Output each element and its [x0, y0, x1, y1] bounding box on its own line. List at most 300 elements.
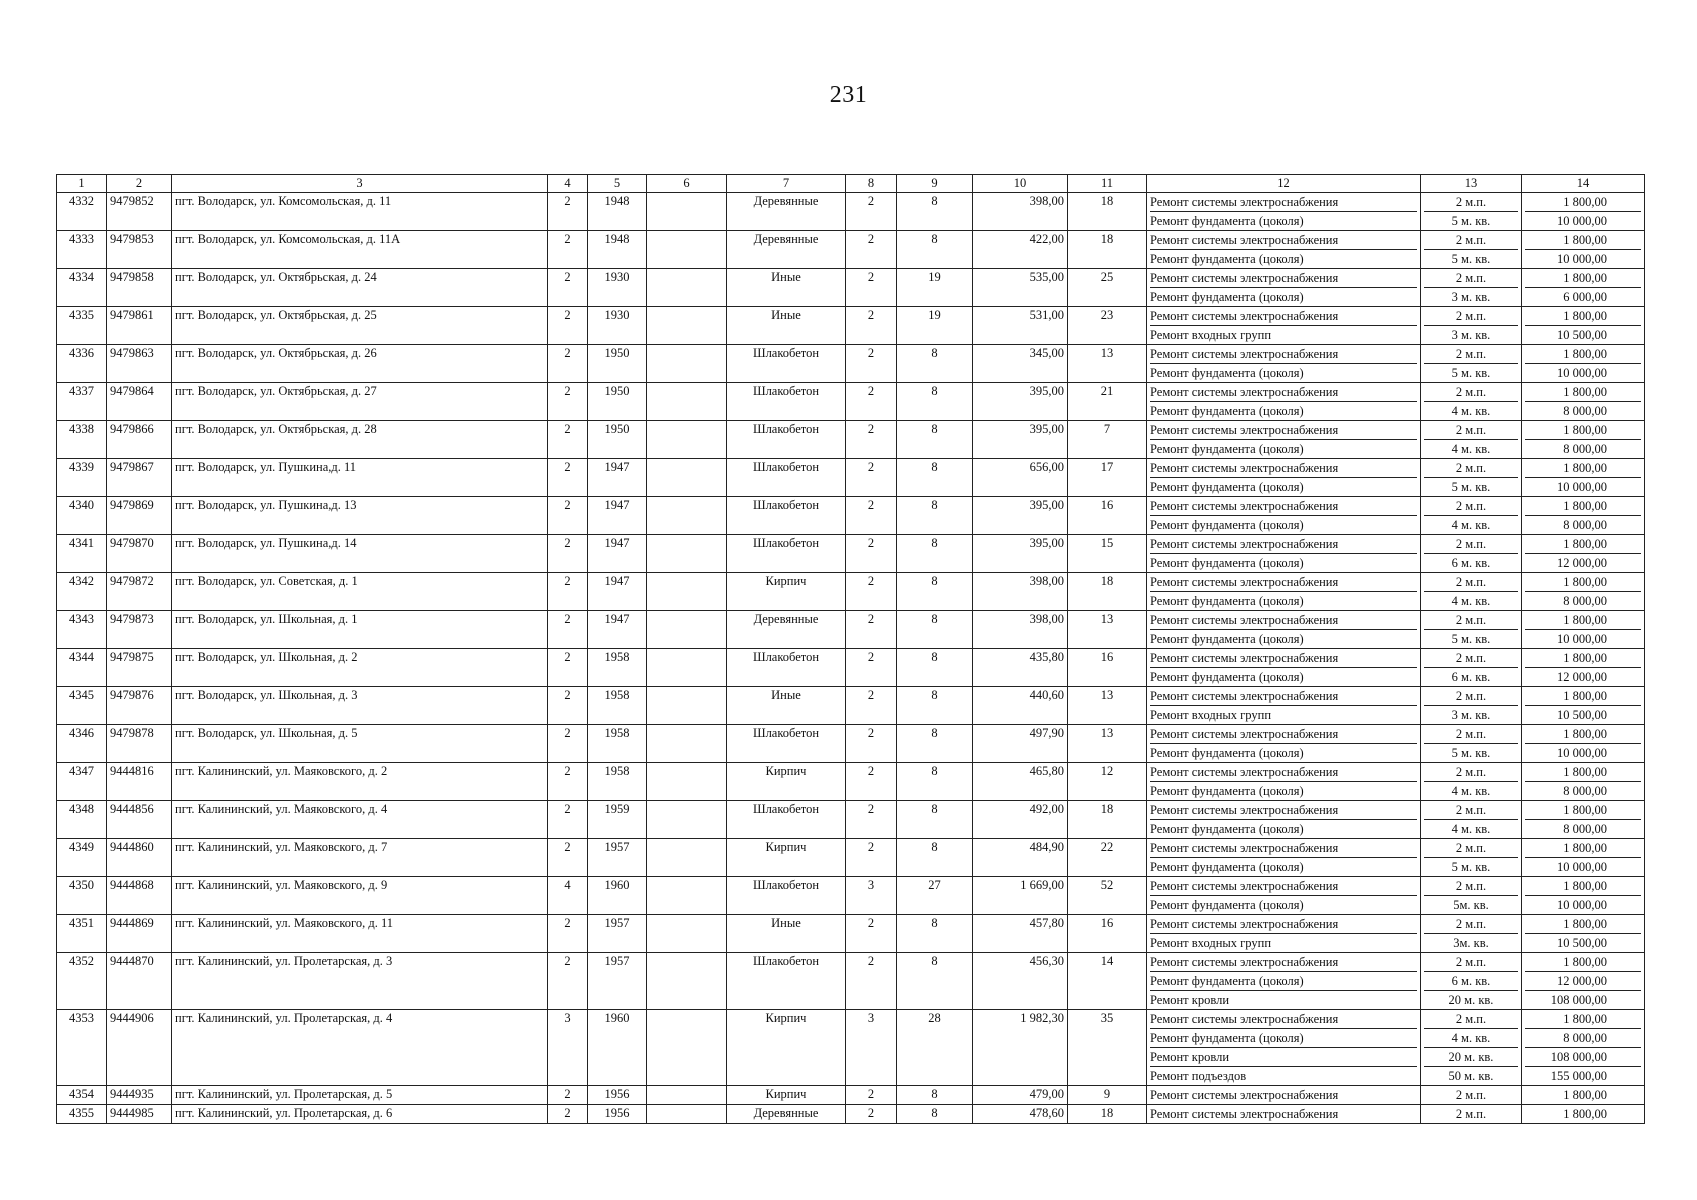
col9-cell: 19	[897, 269, 973, 307]
col9-cell: 8	[897, 763, 973, 801]
area-cell: 1 669,00	[973, 877, 1068, 915]
work-quantity: 2 м.п.	[1455, 423, 1487, 437]
work-type: Ремонт системы электроснабжения	[1150, 499, 1339, 513]
area-cell: 456,30	[973, 953, 1068, 1010]
floors-cell: 2	[548, 421, 588, 459]
building-id: 9479852	[107, 193, 172, 231]
wall-material-cell: Кирпич	[727, 1086, 846, 1105]
col6-cell	[647, 573, 727, 611]
col6-cell	[647, 193, 727, 231]
wall-material-cell: Деревянные	[727, 1105, 846, 1124]
col8-cell: 2	[846, 1105, 897, 1124]
wall-material-cell: Шлакобетон	[727, 421, 846, 459]
work-cost: 1 800,00	[1563, 651, 1607, 665]
work-cost: 10 500,00	[1525, 325, 1641, 344]
work-type: Ремонт системы электроснабжения	[1150, 955, 1339, 969]
work-type-cell	[1147, 497, 1421, 535]
work-cost: 1 800,00	[1563, 1107, 1607, 1121]
work-type-cell	[1147, 573, 1421, 611]
work-quantity: 2 м.п.	[1455, 575, 1487, 589]
col9-cell: 8	[897, 193, 973, 231]
building-id: 9479858	[107, 269, 172, 307]
col8-cell: 2	[846, 953, 897, 1010]
work-quantity: 2 м.п.	[1455, 537, 1487, 551]
column-header: 8	[846, 175, 897, 193]
work-type: Ремонт фундамента (цоколя)	[1150, 857, 1417, 876]
table-row	[57, 687, 1645, 725]
work-quantity: 3м. кв.	[1424, 933, 1518, 952]
col11-cell: 16	[1068, 497, 1147, 535]
address-cell: пгт. Калининский, ул. Пролетарская, д. 3	[172, 953, 548, 1010]
address-cell: пгт. Володарск, ул. Октябрьская, д. 27	[172, 383, 548, 421]
table-row	[57, 535, 1645, 573]
col11-cell: 13	[1068, 725, 1147, 763]
col11-cell: 13	[1068, 611, 1147, 649]
work-cost: 8 000,00	[1525, 781, 1641, 800]
col8-cell: 2	[846, 573, 897, 611]
work-type: Ремонт фундамента (цоколя)	[1150, 781, 1417, 800]
work-quantity-cell	[1421, 193, 1522, 231]
row-number: 4344	[57, 649, 107, 687]
address-cell: пгт. Володарск, ул. Октябрьская, д. 24	[172, 269, 548, 307]
floors-cell: 2	[548, 193, 588, 231]
work-quantity: 2 м.п.	[1455, 195, 1487, 209]
work-cost: 12 000,00	[1525, 667, 1641, 686]
work-type: Ремонт системы электроснабжения	[1150, 879, 1339, 893]
col6-cell	[647, 1010, 727, 1086]
col8-cell: 2	[846, 307, 897, 345]
building-id: 9479864	[107, 383, 172, 421]
wall-material-cell: Деревянные	[727, 231, 846, 269]
work-quantity-cell	[1421, 1010, 1522, 1086]
wall-material-cell: Деревянные	[727, 193, 846, 231]
work-type: Ремонт системы электроснабжения	[1150, 423, 1339, 437]
col11-cell: 18	[1068, 193, 1147, 231]
work-quantity: 4 м. кв.	[1424, 781, 1518, 800]
work-quantity-cell	[1421, 573, 1522, 611]
work-quantity: 4 м. кв.	[1424, 439, 1518, 458]
table-row	[57, 345, 1645, 383]
address-cell: пгт. Калининский, ул. Пролетарская, д. 5	[172, 1086, 548, 1105]
year-cell: 1958	[588, 649, 647, 687]
floors-cell: 3	[548, 1010, 588, 1086]
work-quantity-cell	[1421, 649, 1522, 687]
year-cell: 1957	[588, 915, 647, 953]
col9-cell: 28	[897, 1010, 973, 1086]
work-cost: 155 000,00	[1525, 1066, 1641, 1085]
row-number: 4340	[57, 497, 107, 535]
table-body	[57, 193, 1645, 1124]
area-cell: 345,00	[973, 345, 1068, 383]
col6-cell	[647, 421, 727, 459]
work-type: Ремонт системы электроснабжения	[1150, 765, 1339, 779]
work-quantity-cell	[1421, 953, 1522, 1010]
wall-material-cell: Деревянные	[727, 611, 846, 649]
wall-material-cell: Шлакобетон	[727, 801, 846, 839]
building-id: 9479853	[107, 231, 172, 269]
col6-cell	[647, 953, 727, 1010]
col11-cell: 52	[1068, 877, 1147, 915]
col9-cell: 8	[897, 421, 973, 459]
work-quantity: 2 м.п.	[1455, 385, 1487, 399]
col11-cell: 13	[1068, 687, 1147, 725]
floors-cell: 2	[548, 573, 588, 611]
work-cost: 8 000,00	[1525, 515, 1641, 534]
work-cost: 1 800,00	[1563, 423, 1607, 437]
building-id: 9444906	[107, 1010, 172, 1086]
work-quantity-cell	[1421, 269, 1522, 307]
column-header: 5	[588, 175, 647, 193]
work-type: Ремонт фундамента (цоколя)	[1150, 895, 1417, 914]
table-row	[57, 953, 1645, 1010]
col9-cell: 8	[897, 383, 973, 421]
work-quantity: 3 м. кв.	[1424, 325, 1518, 344]
work-cost: 1 800,00	[1563, 575, 1607, 589]
row-number: 4332	[57, 193, 107, 231]
col11-cell: 17	[1068, 459, 1147, 497]
row-number: 4349	[57, 839, 107, 877]
work-type-cell	[1147, 611, 1421, 649]
work-quantity: 4 м. кв.	[1424, 401, 1518, 420]
work-cost: 10 000,00	[1525, 629, 1641, 648]
work-quantity-cell	[1421, 725, 1522, 763]
col8-cell: 2	[846, 269, 897, 307]
wall-material-cell: Кирпич	[727, 763, 846, 801]
col11-cell: 23	[1068, 307, 1147, 345]
work-quantity-cell	[1421, 839, 1522, 877]
building-id: 9444985	[107, 1105, 172, 1124]
col11-cell: 18	[1068, 231, 1147, 269]
work-type: Ремонт фундамента (цоколя)	[1150, 743, 1417, 762]
year-cell: 1956	[588, 1105, 647, 1124]
col9-cell: 8	[897, 687, 973, 725]
address-cell: пгт. Калининский, ул. Пролетарская, д. 6	[172, 1105, 548, 1124]
work-cost-cell	[1522, 193, 1645, 231]
work-quantity: 6 м. кв.	[1424, 971, 1518, 990]
address-cell: пгт. Володарск, ул. Комсомольская, д. 11А	[172, 231, 548, 269]
wall-material-cell: Шлакобетон	[727, 535, 846, 573]
col6-cell	[647, 687, 727, 725]
work-cost: 1 800,00	[1563, 765, 1607, 779]
work-cost: 1 800,00	[1563, 879, 1607, 893]
work-cost: 1 800,00	[1563, 727, 1607, 741]
row-number: 4337	[57, 383, 107, 421]
work-cost-cell	[1522, 611, 1645, 649]
col11-cell: 15	[1068, 535, 1147, 573]
wall-material-cell: Шлакобетон	[727, 953, 846, 1010]
col6-cell	[647, 649, 727, 687]
row-number: 4347	[57, 763, 107, 801]
work-quantity-cell	[1421, 307, 1522, 345]
page-number: 231	[829, 82, 868, 108]
work-type: Ремонт системы электроснабжения	[1150, 727, 1339, 741]
work-quantity: 2 м.п.	[1455, 841, 1487, 855]
col8-cell: 2	[846, 383, 897, 421]
address-cell: пгт. Володарск, ул. Пушкина,д. 14	[172, 535, 548, 573]
area-cell: 398,00	[973, 611, 1068, 649]
column-header: 9	[897, 175, 973, 193]
work-quantity-cell	[1421, 421, 1522, 459]
work-type: Ремонт системы электроснабжения	[1150, 689, 1339, 703]
area-cell: 535,00	[973, 269, 1068, 307]
col8-cell: 2	[846, 839, 897, 877]
header-row	[57, 175, 1645, 193]
work-cost: 8 000,00	[1525, 591, 1641, 610]
work-type-cell	[1147, 307, 1421, 345]
floors-cell: 2	[548, 725, 588, 763]
area-cell: 398,00	[973, 193, 1068, 231]
work-type: Ремонт системы электроснабжения	[1150, 233, 1339, 247]
work-quantity-cell	[1421, 763, 1522, 801]
work-type: Ремонт системы электроснабжения	[1150, 1107, 1339, 1121]
col6-cell	[647, 497, 727, 535]
year-cell: 1957	[588, 839, 647, 877]
building-id: 9479873	[107, 611, 172, 649]
col9-cell: 19	[897, 307, 973, 345]
work-cost: 108 000,00	[1525, 990, 1641, 1009]
floors-cell: 2	[548, 497, 588, 535]
work-quantity: 6 м. кв.	[1424, 553, 1518, 572]
col8-cell: 2	[846, 193, 897, 231]
year-cell: 1947	[588, 535, 647, 573]
table-row	[57, 725, 1645, 763]
work-quantity-cell	[1421, 231, 1522, 269]
work-cost: 10 000,00	[1525, 743, 1641, 762]
address-cell: пгт. Володарск, ул. Школьная, д. 3	[172, 687, 548, 725]
work-cost-cell	[1522, 877, 1645, 915]
area-cell: 395,00	[973, 497, 1068, 535]
row-number: 4350	[57, 877, 107, 915]
col9-cell: 8	[897, 1105, 973, 1124]
wall-material-cell: Шлакобетон	[727, 877, 846, 915]
col8-cell: 3	[846, 877, 897, 915]
column-header: 4	[548, 175, 588, 193]
work-quantity: 2 м.п.	[1455, 1012, 1487, 1026]
year-cell: 1948	[588, 193, 647, 231]
work-type: Ремонт системы электроснабжения	[1150, 613, 1339, 627]
building-id: 9444816	[107, 763, 172, 801]
work-quantity-cell	[1421, 383, 1522, 421]
col11-cell: 16	[1068, 649, 1147, 687]
floors-cell: 2	[548, 687, 588, 725]
work-cost-cell	[1522, 421, 1645, 459]
work-quantity: 5 м. кв.	[1424, 857, 1518, 876]
floors-cell: 4	[548, 877, 588, 915]
work-quantity: 50 м. кв.	[1424, 1066, 1518, 1085]
work-quantity: 2 м.п.	[1455, 613, 1487, 627]
col8-cell: 2	[846, 497, 897, 535]
work-quantity: 5 м. кв.	[1424, 363, 1518, 382]
address-cell: пгт. Калининский, ул. Пролетарская, д. 4	[172, 1010, 548, 1086]
work-cost: 1 800,00	[1563, 195, 1607, 209]
year-cell: 1957	[588, 953, 647, 1010]
work-cost: 1 800,00	[1563, 955, 1607, 969]
area-cell: 465,80	[973, 763, 1068, 801]
wall-material-cell: Кирпич	[727, 1010, 846, 1086]
col6-cell	[647, 763, 727, 801]
year-cell: 1947	[588, 611, 647, 649]
work-cost: 1 800,00	[1563, 689, 1607, 703]
work-type: Ремонт системы электроснабжения	[1150, 347, 1339, 361]
work-quantity: 2 м.п.	[1455, 765, 1487, 779]
work-type-cell	[1147, 1010, 1421, 1086]
year-cell: 1930	[588, 307, 647, 345]
col6-cell	[647, 383, 727, 421]
work-quantity: 5 м. кв.	[1424, 211, 1518, 230]
column-header: 10	[973, 175, 1068, 193]
building-id: 9479876	[107, 687, 172, 725]
row-number: 4352	[57, 953, 107, 1010]
wall-material-cell: Иные	[727, 307, 846, 345]
work-type: Ремонт фундамента (цоколя)	[1150, 553, 1417, 572]
wall-material-cell: Иные	[727, 687, 846, 725]
work-cost: 8 000,00	[1525, 819, 1641, 838]
year-cell: 1958	[588, 725, 647, 763]
work-type-cell	[1147, 687, 1421, 725]
row-number: 4343	[57, 611, 107, 649]
table-row	[57, 497, 1645, 535]
year-cell: 1958	[588, 687, 647, 725]
building-id: 9479869	[107, 497, 172, 535]
table-row	[57, 573, 1645, 611]
work-type: Ремонт фундамента (цоколя)	[1150, 591, 1417, 610]
work-quantity-cell	[1421, 1086, 1522, 1105]
col6-cell	[647, 1086, 727, 1105]
work-type-cell	[1147, 725, 1421, 763]
col9-cell: 8	[897, 1086, 973, 1105]
col11-cell: 18	[1068, 801, 1147, 839]
row-number: 4345	[57, 687, 107, 725]
col11-cell: 18	[1068, 573, 1147, 611]
address-cell: пгт. Володарск, ул. Школьная, д. 1	[172, 611, 548, 649]
col11-cell: 7	[1068, 421, 1147, 459]
work-type: Ремонт входных групп	[1150, 933, 1417, 952]
work-cost: 8 000,00	[1525, 439, 1641, 458]
work-type-cell	[1147, 649, 1421, 687]
col8-cell: 2	[846, 231, 897, 269]
work-cost: 10 000,00	[1525, 895, 1641, 914]
work-cost-cell	[1522, 915, 1645, 953]
col9-cell: 8	[897, 231, 973, 269]
area-cell: 440,60	[973, 687, 1068, 725]
row-number: 4355	[57, 1105, 107, 1124]
floors-cell: 2	[548, 231, 588, 269]
work-cost-cell	[1522, 953, 1645, 1010]
work-quantity: 2 м.п.	[1455, 1088, 1487, 1102]
work-quantity: 3 м. кв.	[1424, 287, 1518, 306]
work-type-cell	[1147, 231, 1421, 269]
work-cost-cell	[1522, 269, 1645, 307]
work-cost-cell	[1522, 307, 1645, 345]
work-quantity: 2 м.п.	[1455, 271, 1487, 285]
work-type-cell	[1147, 535, 1421, 573]
work-quantity-cell	[1421, 611, 1522, 649]
col9-cell: 8	[897, 611, 973, 649]
col11-cell: 13	[1068, 345, 1147, 383]
address-cell: пгт. Калининский, ул. Маяковского, д. 7	[172, 839, 548, 877]
work-cost-cell	[1522, 649, 1645, 687]
floors-cell: 2	[548, 649, 588, 687]
building-id: 9444869	[107, 915, 172, 953]
col8-cell: 2	[846, 535, 897, 573]
col11-cell: 35	[1068, 1010, 1147, 1086]
work-cost: 8 000,00	[1525, 401, 1641, 420]
col9-cell: 8	[897, 801, 973, 839]
work-type-cell	[1147, 459, 1421, 497]
table-row	[57, 611, 1645, 649]
work-type-cell	[1147, 801, 1421, 839]
work-quantity: 4 м. кв.	[1424, 819, 1518, 838]
work-quantity: 6 м. кв.	[1424, 667, 1518, 686]
year-cell: 1947	[588, 573, 647, 611]
work-cost: 1 800,00	[1563, 347, 1607, 361]
work-cost-cell	[1522, 839, 1645, 877]
col6-cell	[647, 459, 727, 497]
work-quantity: 20 м. кв.	[1424, 1047, 1518, 1066]
work-type: Ремонт фундамента (цоколя)	[1150, 249, 1417, 268]
wall-material-cell: Иные	[727, 269, 846, 307]
col8-cell: 2	[846, 421, 897, 459]
table-row	[57, 1010, 1645, 1086]
table-row	[57, 307, 1645, 345]
work-cost-cell	[1522, 383, 1645, 421]
building-id: 9444856	[107, 801, 172, 839]
row-number: 4339	[57, 459, 107, 497]
address-cell: пгт. Калининский, ул. Маяковского, д. 11	[172, 915, 548, 953]
work-cost-cell	[1522, 231, 1645, 269]
col8-cell: 2	[846, 345, 897, 383]
work-type: Ремонт входных групп	[1150, 325, 1417, 344]
col9-cell: 8	[897, 649, 973, 687]
work-type: Ремонт системы электроснабжения	[1150, 385, 1339, 399]
work-type: Ремонт фундамента (цоколя)	[1150, 515, 1417, 534]
year-cell: 1948	[588, 231, 647, 269]
floors-cell: 2	[548, 535, 588, 573]
column-header: 2	[107, 175, 172, 193]
work-quantity-cell	[1421, 345, 1522, 383]
col9-cell: 8	[897, 915, 973, 953]
work-type-cell	[1147, 193, 1421, 231]
work-cost: 1 800,00	[1563, 461, 1607, 475]
address-cell: пгт. Володарск, ул. Октябрьская, д. 25	[172, 307, 548, 345]
building-id: 9444868	[107, 877, 172, 915]
work-type: Ремонт системы электроснабжения	[1150, 461, 1339, 475]
work-cost-cell	[1522, 1105, 1645, 1124]
building-id: 9479870	[107, 535, 172, 573]
table-row	[57, 877, 1645, 915]
area-cell: 395,00	[973, 383, 1068, 421]
col9-cell: 8	[897, 953, 973, 1010]
column-header: 1	[57, 175, 107, 193]
col6-cell	[647, 877, 727, 915]
work-type: Ремонт фундамента (цоколя)	[1150, 971, 1417, 990]
building-id: 9479875	[107, 649, 172, 687]
col9-cell: 8	[897, 725, 973, 763]
row-number: 4346	[57, 725, 107, 763]
col9-cell: 8	[897, 839, 973, 877]
table-row	[57, 915, 1645, 953]
column-header: 6	[647, 175, 727, 193]
year-cell: 1960	[588, 1010, 647, 1086]
work-type-cell	[1147, 383, 1421, 421]
year-cell: 1950	[588, 383, 647, 421]
work-quantity: 2 м.п.	[1455, 727, 1487, 741]
building-id: 9479872	[107, 573, 172, 611]
column-header: 13	[1421, 175, 1522, 193]
work-type-cell	[1147, 1086, 1421, 1105]
col8-cell: 2	[846, 801, 897, 839]
col8-cell: 3	[846, 1010, 897, 1086]
